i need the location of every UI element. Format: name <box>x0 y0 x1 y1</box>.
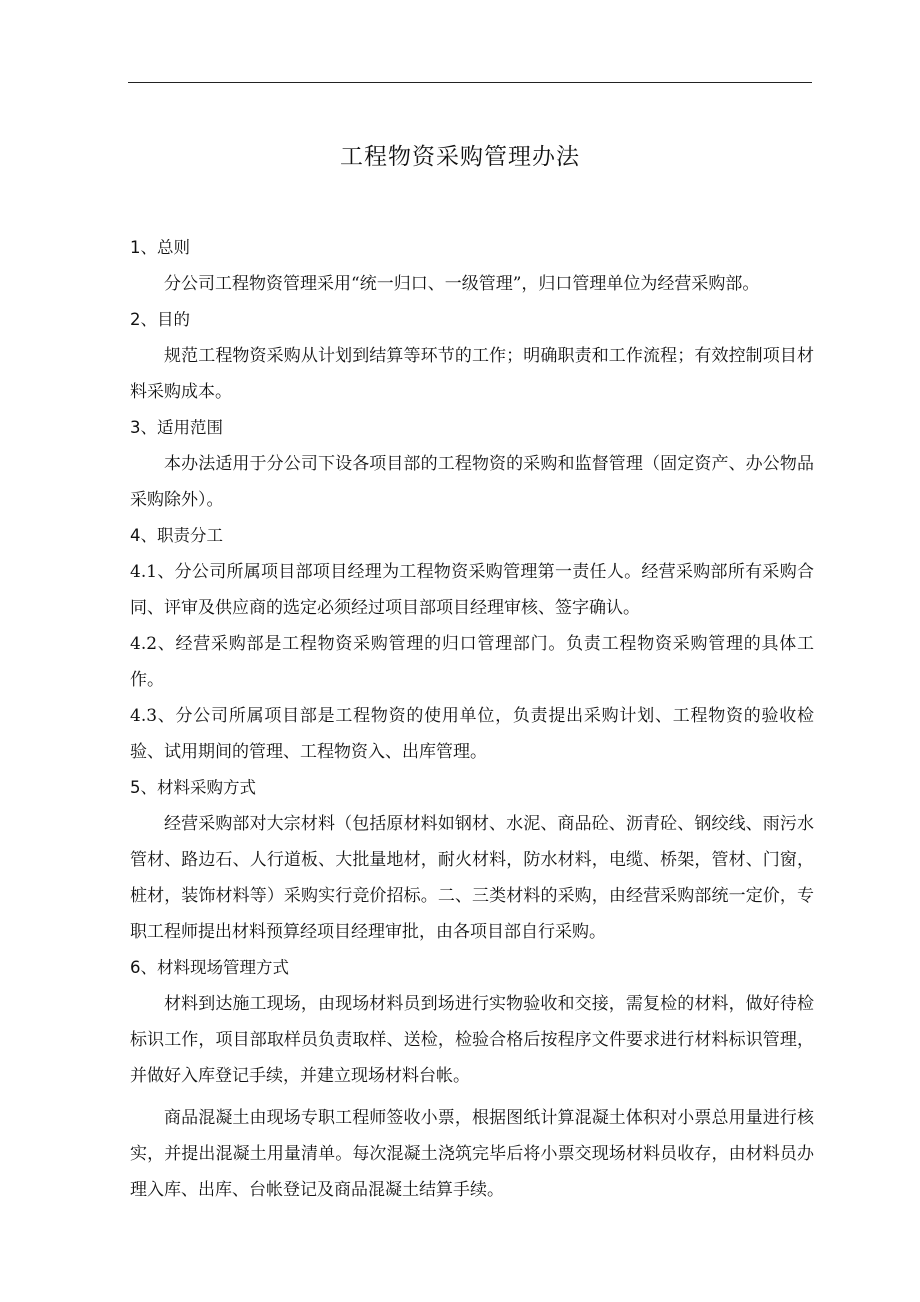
document-title: 工程物资采购管理办法 <box>340 144 580 170</box>
section-heading-procurement-method: 5、材料采购方式 <box>130 778 256 797</box>
paragraph-responsibility-4-3: 4.3、分公司所属项目部是工程物资的使用单位，负责提出采购计划、工程物资的验收检验、试用期间的管理、工程物资入、出库管理。 <box>130 706 814 762</box>
section-heading-scope: 3、适用范围 <box>130 418 223 437</box>
paragraph-general: 分公司工程物资管理采用“统一归口、一级管理”，归口管理单位为经营采购部。 <box>164 274 760 294</box>
section-heading-responsibilities: 4、职责分工 <box>130 526 223 545</box>
paragraph-procurement-method: 经营采购部对大宗材料（包括原材料如钢材、水泥、商品砼、沥青砼、钢绞线、雨污水管材、路边石、人行道板、大批量地材，耐火材料，防水材料，电缆、桥架，管材、门窗，桩材，装饰材料等）采购实行竞价招标。二、三类材料的采购，由经营采购部统一定价，专职工程师提出材料预算经项目经理审批，由各项目部自行采购。 <box>130 814 814 942</box>
header-rule <box>128 82 812 83</box>
paragraph-responsibility-4-2: 4.2、经营采购部是工程物资采购管理的归口管理部门。负责工程物资采购管理的具体工作。 <box>130 634 814 690</box>
section-heading-general: 1、总则 <box>130 238 190 257</box>
section-heading-purpose: 2、目的 <box>130 310 190 329</box>
paragraph-site-management-concrete: 商品混凝土由现场专职工程师签收小票，根据图纸计算混凝土体积对小票总用量进行核实，并提出混凝土用量清单。每次混凝土浇筑完毕后将小票交现场材料员收存，由材料员办理入库、出库、台帐登记及商品混凝土结算手续。 <box>130 1108 814 1200</box>
paragraph-purpose: 规范工程物资采购从计划到结算等环节的工作；明确职责和工作流程；有效控制项目材料采购成本。 <box>130 346 814 402</box>
paragraph-scope: 本办法适用于分公司下设各项目部的工程物资的采购和监督管理（固定资产、办公物品采购除外）。 <box>130 454 814 510</box>
section-heading-site-management: 6、材料现场管理方式 <box>130 958 289 977</box>
document-body <box>130 230 814 1208</box>
paragraph-site-management-materials: 材料到达施工现场，由现场材料员到场进行实物验收和交接，需复检的材料，做好待检标识工作，项目部取样员负责取样、送检，检验合格后按程序文件要求进行材料标识管理，并做好入库登记手续，并建立现场材料台帐。 <box>130 994 814 1086</box>
paragraph-responsibility-4-1: 4.1、分公司所属项目部项目经理为工程物资采购管理第一责任人。经营采购部所有采购合同、评审及供应商的选定必须经过项目部项目经理审核、签字确认。 <box>130 562 814 618</box>
